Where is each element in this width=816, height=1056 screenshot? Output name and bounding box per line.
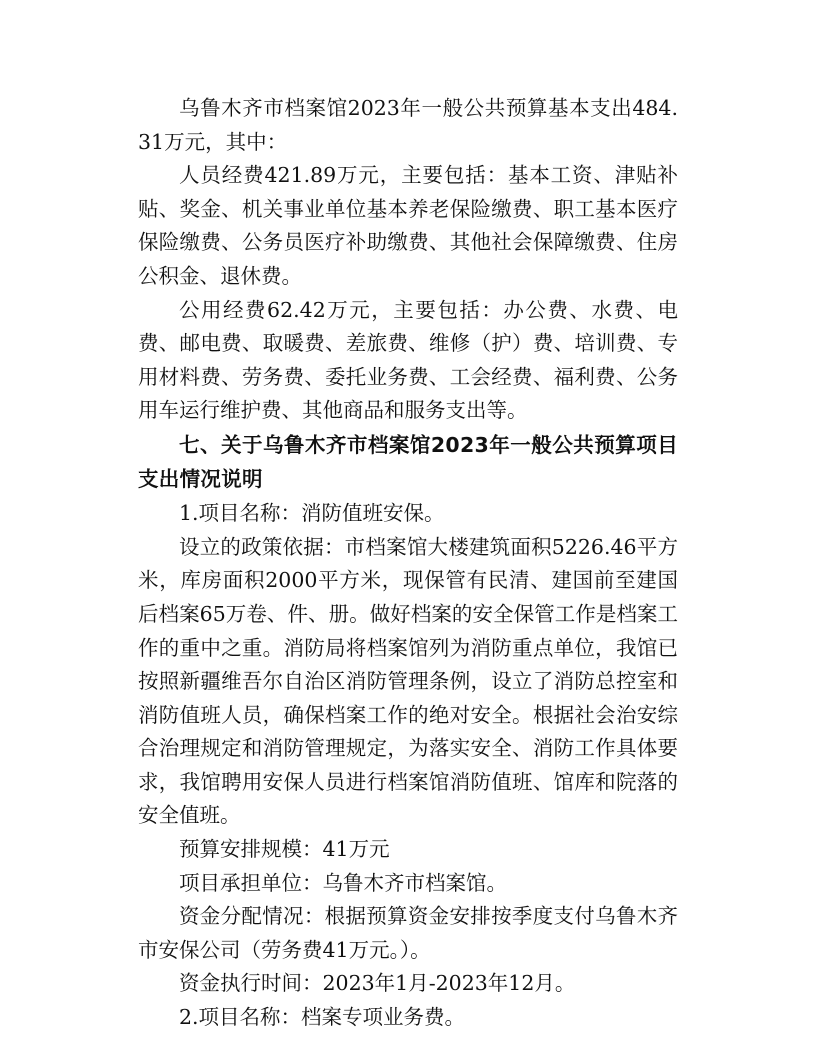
project-1-policy-basis: 设立的政策依据：市档案馆大楼建筑面积5226.46平方米，库房面积2000平方米，现保管有民清、建国前至建国后档案65万卷、件、册。做好档案的安全保管工作是档案工作的重中之重。消防局将档案馆列为消防重点单位，我馆已按照新疆维吾尔自治区消防管理条例，设立了消防总控室和消防值班人员，确保档案工作的绝对安全。根据社会治安综合治理规定和消防管理规定，为落实安全、消防工作具体要求，我馆聘用安保人员进行档案馆消防值班、馆库和院落的安全值班。	[138, 534, 678, 828]
project-1-undertaking-unit: 项目承担单位：乌鲁木齐市档案馆。	[179, 870, 507, 895]
project-2-name: 2.项目名称：档案专项业务费。	[179, 1005, 466, 1030]
personnel-expense-paragraph: 人员经费421.89万元，主要包括：基本工资、津贴补贴、奖金、机关事业单位基本养老保险缴费、职工基本医疗保险缴费、公务员医疗补助缴费、其他社会保障缴费、住房公积金、退休费。	[138, 163, 678, 288]
document-page	[138, 92, 678, 1035]
project-1-fund-allocation: 资金分配情况：根据预算资金安排按季度支付乌鲁木齐市安保公司（劳务费41万元。）。	[138, 904, 678, 962]
basic-expenditure-paragraph: 乌鲁木齐市档案馆2023年一般公共预算基本支出484.31万元，其中：	[138, 96, 678, 154]
public-expense-paragraph: 公用经费62.42万元，主要包括：办公费、水费、电费、邮电费、取暖费、差旅费、维修（护）费、培训费、专用材料费、劳务费、委托业务费、工会经费、福利费、公务用车运行维护费、其他商品和服务支出等。	[138, 297, 678, 423]
project-1-budget-scale: 预算安排规模：41万元	[179, 837, 390, 862]
project-1-name: 1.项目名称：消防值班安保。	[179, 501, 445, 526]
project-1-execution-time: 资金执行时间：2023年1月-2023年12月。	[179, 971, 576, 996]
section-heading: 七、关于乌鲁木齐市档案馆2023年一般公共预算项目支出情况说明	[138, 432, 678, 491]
